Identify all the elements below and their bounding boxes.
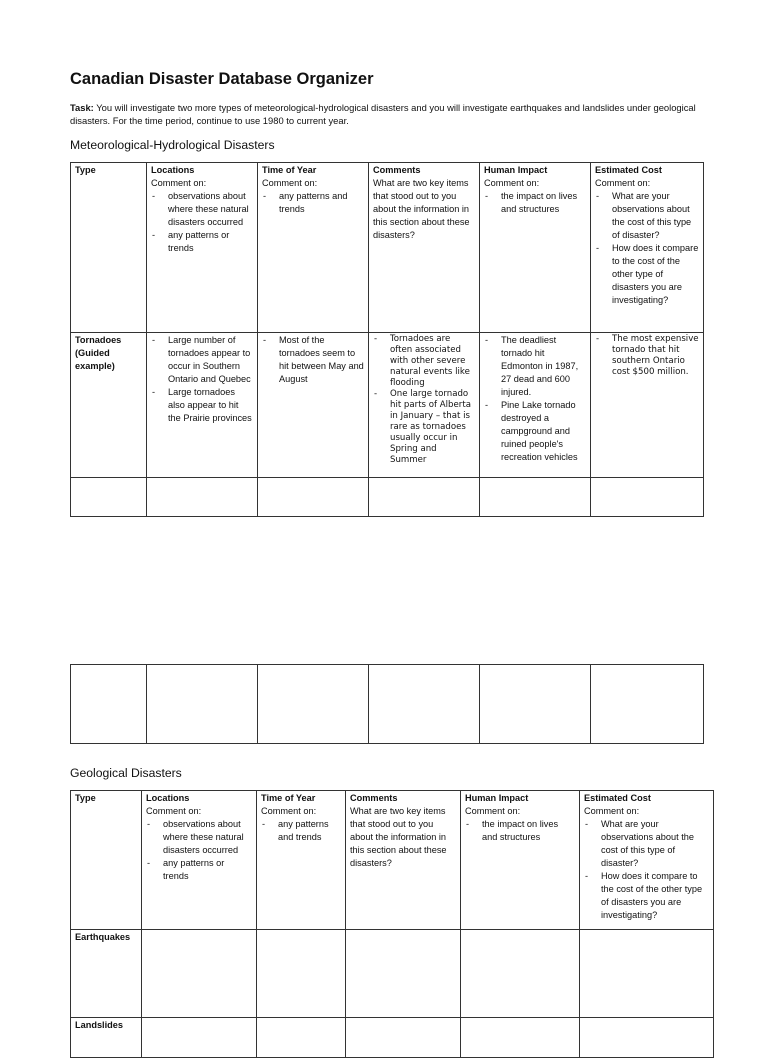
met-example-impact bbox=[484, 334, 586, 464]
met-example-time-cell bbox=[258, 333, 369, 478]
geo-cell-time-header bbox=[257, 791, 346, 930]
task-paragraph bbox=[70, 101, 710, 127]
met-time-intro: Comment on: bbox=[262, 178, 318, 188]
list-item: - any patterns or trends bbox=[146, 857, 252, 883]
met-comments-prompt: What are two key items that stood out to you about the information in this section about these disasters? bbox=[373, 178, 470, 240]
list-item: - any patterns and trends bbox=[261, 818, 341, 844]
geo-header-time: Time of Year bbox=[261, 793, 316, 803]
met-blank-row bbox=[71, 665, 704, 744]
geo-header-type: Type bbox=[75, 793, 96, 803]
list-item: - Pine Lake tornado destroyed a campground and ruined people's recreation vehicles bbox=[484, 399, 586, 464]
blank-cell[interactable] bbox=[346, 930, 461, 1018]
list-item: - Most of the tornadoes seem to hit between May and August bbox=[262, 334, 364, 386]
met-cell-impact-header bbox=[480, 163, 591, 333]
list-item: - Large number of tornadoes appear to occur in Southern Ontario and Quebec bbox=[151, 334, 253, 386]
blank-cell[interactable] bbox=[591, 665, 704, 744]
blank-cell[interactable] bbox=[258, 478, 369, 517]
met-impact-prompts bbox=[484, 190, 586, 216]
list-item: - the impact on lives and structures bbox=[465, 818, 575, 844]
met-header-row bbox=[71, 163, 704, 333]
list-item: - How does it compare to the cost of the other type of disasters you are investigating? bbox=[595, 242, 699, 307]
met-example-locations bbox=[151, 334, 253, 425]
blank-cell[interactable] bbox=[369, 665, 480, 744]
met-example-impact-cell bbox=[480, 333, 591, 478]
geo-cell-locations-header bbox=[142, 791, 257, 930]
blank-cell[interactable] bbox=[147, 665, 258, 744]
blank-cell[interactable] bbox=[147, 478, 258, 517]
geo-row-label: Earthquakes bbox=[75, 932, 131, 942]
met-example-time bbox=[262, 334, 364, 386]
met-header-time: Time of Year bbox=[262, 165, 317, 175]
met-heading: Meteorological-Hydrological Disasters bbox=[70, 138, 275, 152]
geo-cell-cost-header bbox=[580, 791, 714, 930]
geo-heading: Geological Disasters bbox=[70, 766, 182, 780]
blank-cell[interactable] bbox=[480, 665, 591, 744]
met-example-type: Tornadoes (Guided example) bbox=[75, 335, 122, 371]
geo-header-impact: Human Impact bbox=[465, 793, 529, 803]
list-item: - One large tornado hit parts of Alberta in January – that is rare as tornadoes usually occur in Spring and Summer bbox=[373, 389, 475, 466]
met-header-type: Type bbox=[75, 165, 96, 175]
met-header-cost: Estimated Cost bbox=[595, 165, 662, 175]
met-cost-intro: Comment on: bbox=[595, 178, 651, 188]
geo-time-prompts bbox=[261, 818, 341, 844]
geo-header-cost: Estimated Cost bbox=[584, 793, 651, 803]
blank-cell[interactable] bbox=[461, 930, 580, 1018]
list-item: - observations about where these natural disasters occurred bbox=[146, 818, 252, 857]
met-example-comments-cell bbox=[369, 333, 480, 478]
met-cell-type-header bbox=[71, 163, 147, 333]
blank-cell[interactable] bbox=[591, 478, 704, 517]
met-time-prompts bbox=[262, 190, 364, 216]
met-header-comments: Comments bbox=[373, 165, 421, 175]
geo-cell-comments-header bbox=[346, 791, 461, 930]
page-title: Canadian Disaster Database Organizer bbox=[70, 70, 374, 88]
geo-row-label-cell bbox=[71, 930, 142, 1018]
met-header-impact: Human Impact bbox=[484, 165, 548, 175]
met-impact-intro: Comment on: bbox=[484, 178, 540, 188]
geo-header-comments: Comments bbox=[350, 793, 398, 803]
geo-cost-intro: Comment on: bbox=[584, 806, 640, 816]
met-table-continued bbox=[70, 664, 704, 744]
met-example-cost bbox=[595, 334, 699, 378]
list-item: - Large tornadoes also appear to hit the Prairie provinces bbox=[151, 386, 253, 425]
list-item: - The deadliest tornado hit Edmonton in 1987, 27 dead and 600 injured. bbox=[484, 334, 586, 399]
met-blank-row bbox=[71, 478, 704, 517]
geo-table bbox=[70, 790, 714, 1058]
blank-cell[interactable] bbox=[258, 665, 369, 744]
list-item: - the impact on lives and structures bbox=[484, 190, 586, 216]
list-item: - What are your observations about the cost of this type of disaster? bbox=[584, 818, 709, 870]
list-item: - The most expensive tornado that hit southern Ontario cost $500 million. bbox=[595, 334, 699, 378]
list-item: - any patterns or trends bbox=[151, 229, 253, 255]
met-locations-intro: Comment on: bbox=[151, 178, 207, 188]
geo-cost-prompts bbox=[584, 818, 709, 922]
geo-row-label: Landslides bbox=[75, 1020, 123, 1030]
blank-cell[interactable] bbox=[580, 930, 714, 1018]
geo-row-earthquakes bbox=[71, 930, 714, 1018]
list-item: - How does it compare to the cost of the other type of disasters you are investigating? bbox=[584, 870, 709, 922]
list-item: - observations about where these natural disasters occurred bbox=[151, 190, 253, 229]
blank-cell[interactable] bbox=[369, 478, 480, 517]
met-locations-prompts bbox=[151, 190, 253, 255]
met-example-type-cell bbox=[71, 333, 147, 478]
list-item: - any patterns and trends bbox=[262, 190, 364, 216]
met-cell-locations-header bbox=[147, 163, 258, 333]
blank-cell[interactable] bbox=[142, 930, 257, 1018]
met-cell-comments-header bbox=[369, 163, 480, 333]
met-header-locations: Locations bbox=[151, 165, 195, 175]
met-example-cost-cell bbox=[591, 333, 704, 478]
list-item: - Tornadoes are often associated with other severe natural events like flooding bbox=[373, 334, 475, 389]
geo-locations-intro: Comment on: bbox=[146, 806, 202, 816]
geo-cell-type-header bbox=[71, 791, 142, 930]
geo-header-row bbox=[71, 791, 714, 930]
met-table bbox=[70, 162, 704, 517]
geo-time-intro: Comment on: bbox=[261, 806, 317, 816]
geo-header-locations: Locations bbox=[146, 793, 190, 803]
blank-cell[interactable] bbox=[257, 930, 346, 1018]
met-cell-cost-header bbox=[591, 163, 704, 333]
met-example-locations-cell bbox=[147, 333, 258, 478]
task-text: You will investigate two more types of meteorological-hydrological disasters and you will investigate earthquakes and landslides under geological disasters. For the time period, continue to use 1980 to current year. bbox=[70, 102, 696, 126]
met-example-comments bbox=[373, 334, 475, 466]
geo-locations-prompts bbox=[146, 818, 252, 883]
geo-cell-impact-header bbox=[461, 791, 580, 930]
geo-comments-prompt: What are two key items that stood out to you about the information in this section about these disasters? bbox=[350, 806, 447, 868]
geo-impact-prompts bbox=[465, 818, 575, 844]
geo-impact-intro: Comment on: bbox=[465, 806, 521, 816]
blank-cell[interactable] bbox=[480, 478, 591, 517]
list-item: - What are your observations about the cost of this type of disaster? bbox=[595, 190, 699, 242]
met-cell-time-header bbox=[258, 163, 369, 333]
met-example-row bbox=[71, 333, 704, 478]
task-label: Task: bbox=[70, 102, 94, 113]
blank-cell[interactable] bbox=[71, 478, 147, 517]
blank-cell[interactable] bbox=[71, 665, 147, 744]
met-cost-prompts bbox=[595, 190, 699, 307]
